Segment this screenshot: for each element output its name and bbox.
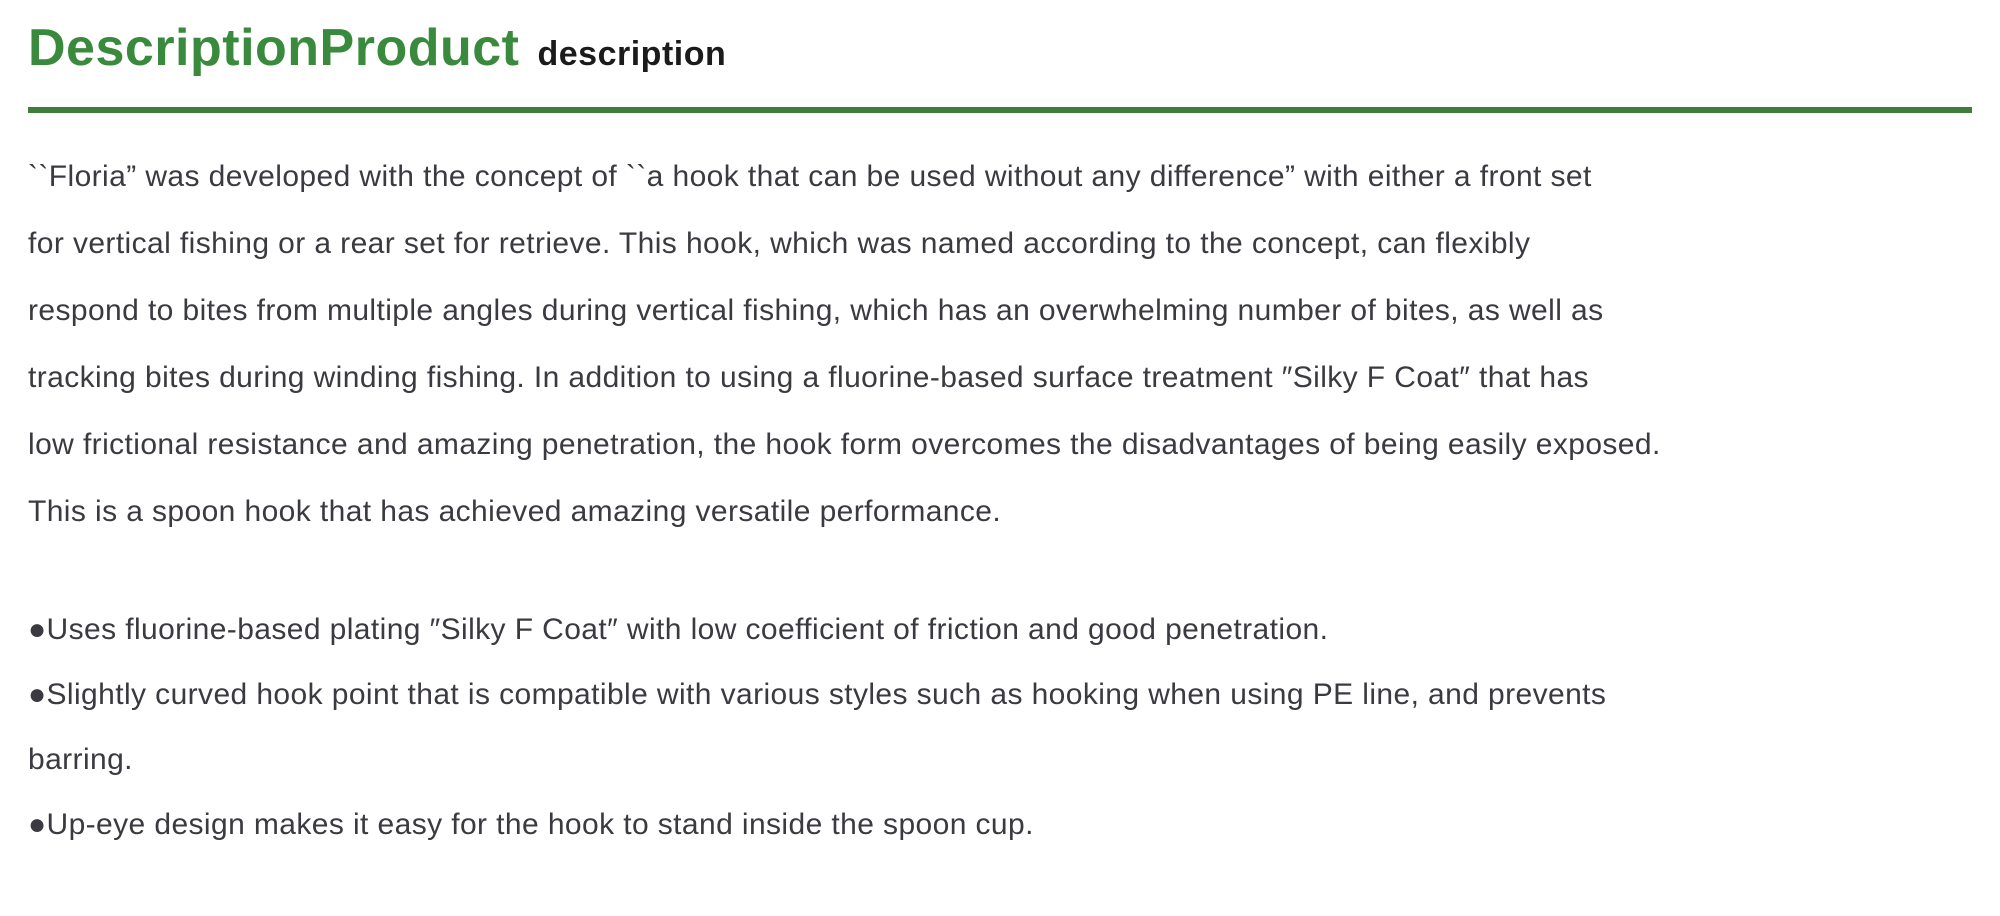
paragraph-line: low frictional resistance and amazing penetration, the hook form overcomes the disadvantages of being easily exposed. <box>28 428 1661 462</box>
feature-line: ●Up-eye design makes it easy for the hook to stand inside the spoon cup. <box>28 808 1034 842</box>
paragraph-line: This is a spoon hook that has achieved amazing versatile performance. <box>28 495 1002 529</box>
feature-line-continuation: barring. <box>28 743 133 777</box>
section-divider <box>28 107 1972 113</box>
description-paragraph <box>28 143 1972 545</box>
paragraph-line: respond to bites from multiple angles during vertical fishing, which has an overwhelming number of bites, as well as <box>28 294 1604 328</box>
feature-list <box>28 597 1972 857</box>
paragraph-line: for vertical fishing or a rear set for retrieve. This hook, which was named according to the concept, can flexibly <box>28 227 1531 261</box>
page-title: DescriptionProduct <box>28 19 520 77</box>
feature-line: ●Slightly curved hook point that is compatible with various styles such as hooking when using PE line, and prevents <box>28 678 1607 712</box>
paragraph-line: ``Floria” was developed with the concept of ``a hook that can be used without any difference” with either a front set <box>28 160 1592 194</box>
section-header <box>28 20 1972 77</box>
page-subtitle: description <box>537 35 727 73</box>
paragraph-line: tracking bites during winding fishing. In addition to using a fluorine-based surface treatment ″Silky F Coat″ that has <box>28 361 1589 395</box>
feature-line: ●Uses fluorine-based plating ″Silky F Coat″ with low coefficient of friction and good penetration. <box>28 613 1329 647</box>
